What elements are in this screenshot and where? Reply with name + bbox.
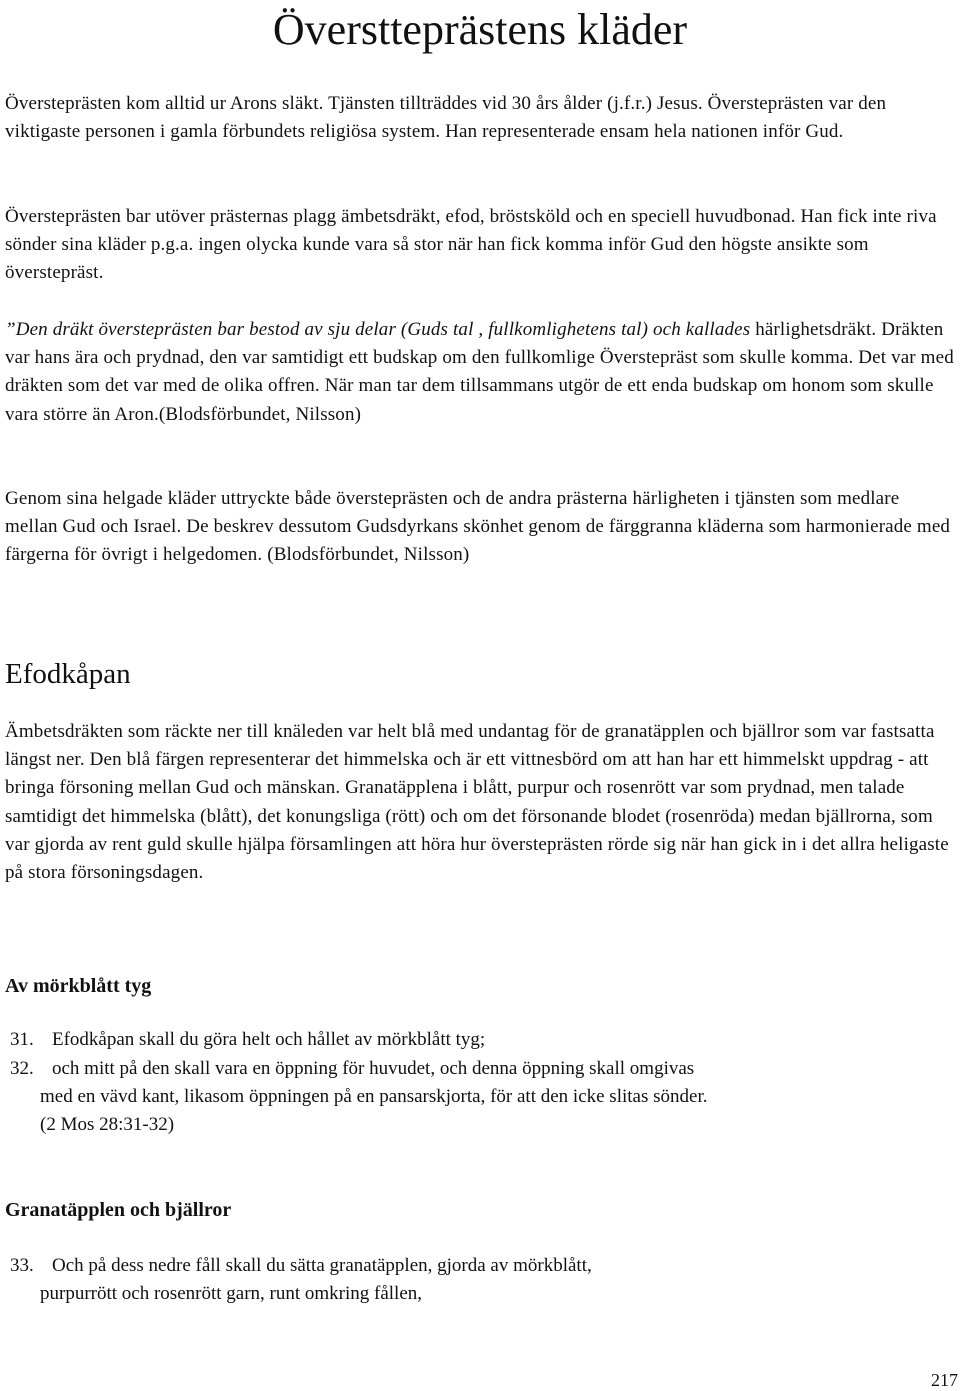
verse-text: och mitt på den skall vara en öppning för huvudet, och denna öppning skall omgivas med en vävd kant, likasom öppningen på en pansarskjorta, för att den icke slitas sönder. (2 Mos 28:31-32) <box>40 1058 708 1136</box>
verse-number: 33. <box>10 1255 34 1276</box>
quote-paragraph <box>5 316 955 429</box>
intro-paragraph: Översteprästen kom alltid ur Arons släkt. Tjänsten tillträddes vid 30 års ålder (j.f.r.) Jesus. Översteprästen var den viktigaste personen i gamla förbundets religiösa system. Han representerade ensam hela nationen inför Gud. <box>5 93 887 143</box>
verse-number: 31. <box>10 1029 34 1050</box>
verse-item <box>0 1252 950 1310</box>
verse-item <box>0 1055 950 1141</box>
verse-number: 32. <box>10 1058 34 1079</box>
heading-dark-blue-cloth: Av mörkblått tyg <box>5 975 152 997</box>
garments-paragraph: Översteprästen bar utöver prästernas plagg ämbetsdräkt, efod, bröstsköld och en speciell huvudbonad. Han fick inte riva sönder sina kläder p.g.a. ingen olycka kunde vara så stor när han fick komma inför Gud den högste ansikte som överstepräst. <box>5 206 937 284</box>
heading-pomegranates-bells: Granatäpplen och bjällror <box>5 1199 232 1221</box>
heading-efodkapan: Efodkåpan <box>5 658 131 690</box>
page-number: 217 <box>931 1370 958 1390</box>
verse-text: Efodkåpan skall du göra helt och hållet av mörkblått tyg; <box>52 1029 486 1050</box>
quote-continuation: härlighetsdräkt. Dräkten var hans ära och prydnad, den var samtidigt ett budskap om den fullkomlige Överstepräst som skulle komma. Det var med dräkten som det var med de olika offren. När man tar dem tillsammans utgör de ett enda budskap om honom som skulle vara större än Aron.(Blodsförbundet, Nilsson) <box>5 319 954 425</box>
holy-garments-paragraph: Genom sina helgade kläder uttryckte både översteprästen och de andra prästerna härligheten i tjänsten som medlare mellan Gud och Israel. De beskrev dessutom Gudsdyrkans skönhet genom de färggranna kläderna som harmonierade med färgerna för övrigt i helgedomen. (Blodsförbundet, Nilsson) <box>5 488 951 566</box>
robe-paragraph: Ämbetsdräkten som räckte ner till knäleden var helt blå med undantag för de granatäpplen och bjällror som var fastsatta längst ner. Den blå färgen representerar det himmelska och är ett vittnesbörd om att han har ett himmelskt uppdrag - att bringa försoning mellan Gud och mänskan. Granatäpplena i blått, purpur och rosenrött var som prydnad, men talade samtidigt det himmelska (blått), det konungsliga (rött) och om det försonande blodet (rosenröda) medan bjällrorna, som var gjorda av rent guld skulle hjälpa församlingen att höra hur översteprästen rörde sig när han gick in i det allra heligaste på stora försoningsdagen. <box>5 721 949 884</box>
verse-text: Och på dess nedre fåll skall du sätta granatäpplen, gjorda av mörkblått, purpurrött och rosenrött garn, runt omkring fållen, <box>40 1255 592 1305</box>
quote-text: ”Den dräkt översteprästen bar bestod av sju delar (Guds tal , fullkomlighetens tal) och kallades <box>5 319 751 340</box>
verse-item <box>0 1026 950 1054</box>
page-title: Överstteprästens kläder <box>272 5 688 54</box>
